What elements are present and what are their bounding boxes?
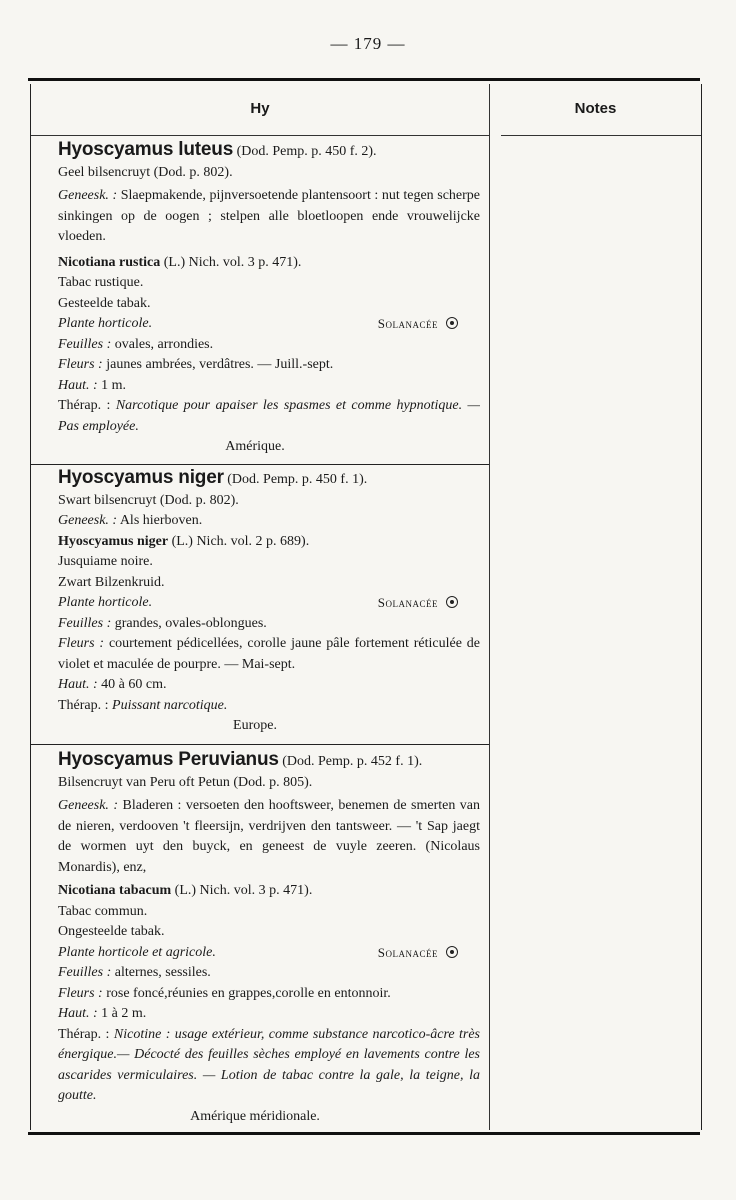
origin: Amérique méridionale.: [190, 1108, 320, 1124]
leaves: Feuilles : ovales, arrondies.: [58, 336, 214, 352]
species-title: Hyoscyamus luteus: [58, 139, 234, 160]
top-rule: [28, 78, 700, 81]
species-title: Hyoscyamus Peruvianus: [58, 749, 279, 770]
therapeutic: Thérap. : Narcotique pour apaiser les spasmes et comme hypnotique. — Pas employée.: [58, 398, 480, 434]
plant-type-row: Plante horticole et agricole. Solanacée: [30, 943, 488, 964]
leaves: Feuilles : grandes, ovales-oblongues.: [58, 615, 267, 631]
common-name: Tabac commun.: [58, 903, 148, 919]
perennial-symbol-icon: [446, 596, 458, 608]
common-name: Jusquiame noire.: [58, 554, 153, 569]
perennial-symbol-icon: [446, 317, 458, 329]
entry-hyoscyamus-peruvianus: [30, 750, 488, 1127]
entry-separator: [31, 744, 489, 745]
medicinal-note: Geneesk. : Slaepmakende, pijnversoetende plantensoort : nut tegen scherpe sinkingen op de oogen ; stelpen alle bloetloopen ende vrouwelijcke vloeden.: [58, 188, 481, 244]
leaves: Feuilles : alternes, sessiles.: [58, 965, 211, 980]
common-name: Ongesteelde tabak.: [58, 924, 165, 939]
height: Haut. : 40 à 60 cm.: [58, 677, 167, 692]
synonym: Hyoscyamus niger (L.) Nich. vol. 2 p. 689).: [58, 533, 310, 549]
dutch-name: Swart bilsencruyt (Dod. p. 802).: [58, 492, 239, 508]
entry-hyoscyamus-niger: [30, 468, 488, 737]
therapeutic: Thérap. : Puissant narcotique.: [58, 697, 228, 713]
medicinal-note: Geneesk. : Als hierboven.: [58, 513, 203, 528]
page-number: — 179 —: [330, 34, 406, 53]
flowers: Fleurs : courtement pédicellées, corolle jaune pâle fortement réticulée de violet et maculée de pourpre. — Mai-sept.: [58, 636, 481, 672]
common-name: Gesteelde tabak.: [58, 295, 151, 311]
perennial-symbol-icon: [446, 946, 458, 958]
entry-separator: [31, 464, 489, 465]
synonym: Nicotiana rustica (L.) Nich. vol. 3 p. 471).: [58, 254, 302, 270]
plant-type-row: Plante horticole. Solanacée: [30, 314, 488, 335]
common-name: Tabac rustique.: [58, 275, 144, 290]
entry-hyoscyamus-luteus: [30, 140, 488, 458]
family-label: Solanacée: [377, 944, 438, 960]
dutch-name: Bilsencruyt van Peru oft Petun (Dod. p. 805).: [58, 774, 313, 790]
therapeutic: Thérap. : Nicotine : usage extérieur, comme substance narcotico-âcre très énergique.— Décocté des feuilles sèches employé en lavements contre les ascarides vermiculaires. — Lotion de tabac contre la gale, la teigne, la goutte.: [58, 1026, 481, 1103]
synonym: Nicotiana tabacum (L.) Nich. vol. 3 p. 471).: [58, 883, 313, 898]
header-main: Hy: [250, 100, 270, 117]
height: Haut. : 1 à 2 m.: [58, 1006, 147, 1021]
species-title: Hyoscyamus niger: [58, 467, 224, 488]
species-reference: (Dod. Pemp. p. 450 f. 2).: [236, 144, 377, 159]
height: Haut. : 1 m.: [58, 377, 127, 393]
bottom-rule: [28, 1132, 700, 1135]
flowers: Fleurs : jaunes ambrées, verdâtres. — Juill.-sept.: [58, 357, 334, 372]
species-reference: (Dod. Pemp. p. 450 f. 1).: [227, 472, 368, 487]
header-rule: [31, 135, 489, 136]
header-rule-notes: [501, 135, 701, 136]
family-label: Solanacée: [377, 316, 438, 331]
origin: Amérique.: [225, 439, 285, 454]
dutch-name: Geel bilsencruyt (Dod. p. 802).: [58, 164, 233, 180]
origin: Europe.: [233, 718, 277, 733]
species-reference: (Dod. Pemp. p. 452 f. 1).: [282, 754, 423, 769]
plant-type-row: Plante horticole. Solanacée: [30, 593, 488, 614]
header-notes: Notes: [574, 100, 617, 117]
family-label: Solanacée: [377, 595, 438, 610]
common-name: Zwart Bilzenkruid.: [58, 574, 165, 590]
column-divider: [489, 84, 490, 1130]
medicinal-note: Geneesk. : Bladeren : versoeten den hooftsweer, benemen de smerten van de nieren, verdooven 't fleersijn, verdrijven den tantsweer. — 't Sap jaegt de wormen uyt den buyck, en geneest de vuyle zeeren. (Nicolaus Monardis), enz,: [58, 798, 481, 875]
flowers: Fleurs : rose foncé,réunies en grappes,corolle en entonnoir.: [58, 985, 391, 1001]
